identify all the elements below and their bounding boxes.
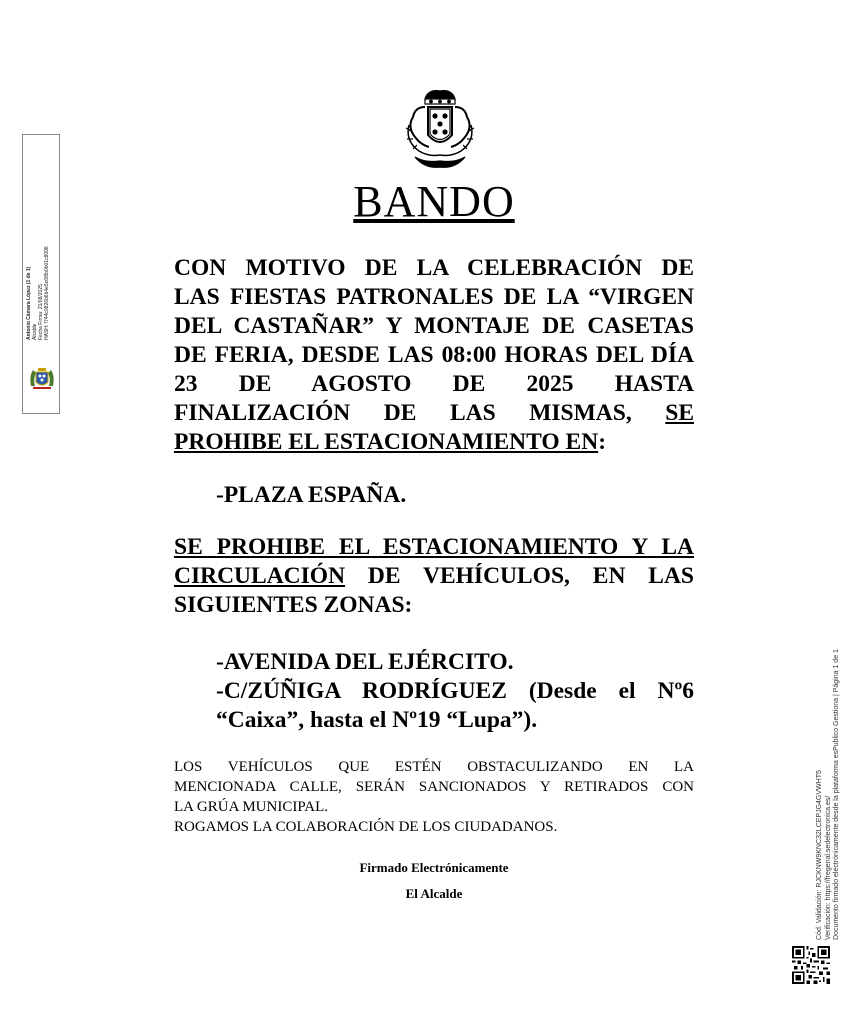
mayor-title: El Alcalde (405, 886, 463, 901)
signature-hash: HASH: f744c0826b6b4e5c6f8b0b01c8098 (44, 246, 50, 340)
signature-date: Fecha Firma: 21/08/2025 (38, 284, 44, 340)
validation-footer (816, 620, 842, 940)
paragraph-text: : (598, 429, 607, 455)
qr-code-icon (792, 946, 830, 984)
municipal-seal-icon (27, 366, 57, 392)
prohibition-emphasis: PROHIBE EL ESTACIONAMIENTO EN (174, 429, 599, 455)
paragraph-line (174, 562, 694, 591)
circulation-paragraph (174, 533, 694, 620)
paragraph-line: LAS FIESTAS PATRONALES DE LA “VIRGEN (174, 284, 694, 310)
sanctions-paragraph (174, 757, 694, 837)
zone-item-zuniga-detail: “Caixa”, hasta el Nº19 “Lupa”). (216, 707, 538, 733)
paragraph-text: DE VEHÍCULOS, EN LAS (345, 563, 694, 589)
paragraph-text: FINALIZACIÓN DE LAS MISMAS, (174, 400, 666, 426)
paragraph-line: CON MOTIVO DE LA CELEBRACIÓN DE (174, 255, 694, 281)
paragraph-line: DEL CASTAÑAR” Y MONTAJE DE CASETAS (174, 313, 694, 339)
prohibition-emphasis: SE (665, 400, 694, 426)
paragraph-line: LOS VEHÍCULOS QUE ESTÉN OBSTACULIZANDO EN LA (174, 759, 694, 775)
paragraph-line: SE PROHIBE EL ESTACIONAMIENTO Y LA (174, 534, 694, 560)
zone-item-zuniga: -C/ZÚÑIGA RODRÍGUEZ (Desde el Nº6 (216, 678, 694, 704)
paragraph-line: 23 DE AGOSTO DE 2025 HASTA (174, 371, 694, 397)
signed-electronically: Firmado Electrónicamente (359, 860, 509, 875)
prohibition-emphasis: CIRCULACIÓN (174, 563, 346, 589)
paragraph-line: ROGAMOS LA COLABORACIÓN DE LOS CIUDADANOS. (174, 819, 558, 835)
signer-role: Alcalde (32, 323, 38, 340)
document-title: BANDO (353, 177, 515, 226)
verification-url: Verificación: https://fregenal.sedelectronica.es/ (824, 795, 832, 940)
paragraph-line: LA GRÚA MUNICIPAL. (174, 799, 329, 815)
platform-note: Documento firmado electrónicamente desde la plataforma esPublico Gestiona | Página 1 de 1 (833, 649, 840, 940)
paragraph-line: MENCIONADA CALLE, SERÁN SANCIONADOS Y RETIRADOS CON (174, 779, 694, 795)
announcement-paragraph (174, 254, 694, 457)
paragraph-line (174, 399, 694, 428)
validation-code: Cód. Validación: RJCKNW9KNC32LCEPJG4GVWHT5 (816, 770, 823, 940)
zone-item-avenida: -AVENIDA DEL EJÉRCITO. (216, 649, 514, 675)
coat-of-arms-icon (395, 85, 485, 173)
zone-item-plaza: -PLAZA ESPAÑA. (216, 482, 407, 508)
paragraph-line: SIGUIENTES ZONAS: (174, 592, 413, 618)
paragraph-line: DE FERIA, DESDE LAS 08:00 HORAS DEL DÍA (174, 342, 694, 368)
signer-name: Antonio Cámara López (1 de 1) (26, 266, 32, 340)
paragraph-line (174, 428, 694, 457)
